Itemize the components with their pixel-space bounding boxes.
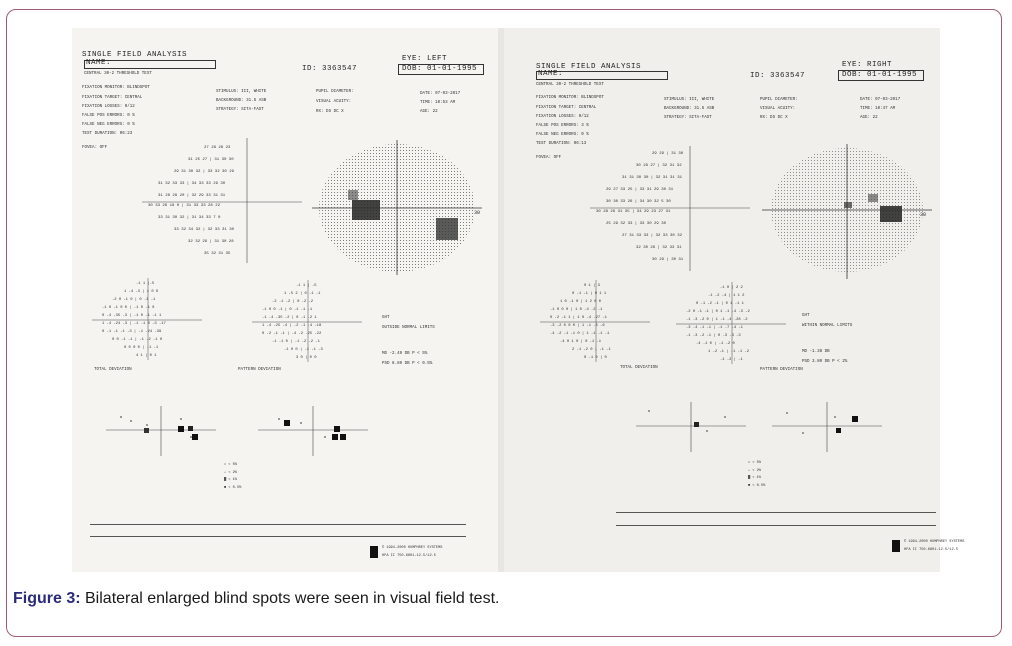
test-duration: TEST DURATION: 06:23 bbox=[82, 132, 133, 136]
stimulus: STIMULUS: III, WHITE bbox=[664, 98, 715, 102]
false-neg: FALSE NEG ERRORS: 0 % bbox=[536, 133, 589, 137]
svg-text:30 29 27 | 32 31 32: 30 29 27 | 32 31 32 bbox=[636, 164, 682, 168]
fovea: FOVEA: OFF bbox=[82, 146, 108, 150]
eye-label: EYE: LEFT bbox=[402, 55, 448, 63]
pattern-deviation-label: PATTERN DEVIATION bbox=[238, 368, 281, 372]
svg-text:1 -4 -25 -4 | -2 -1 -4 -: 1 -4 -25 -4 | -2 -1 -4 -18 bbox=[262, 324, 322, 328]
test-name: CENTRAL 30-2 THRESHOLD TEST bbox=[536, 83, 604, 87]
svg-text:0 -1 -2 -1 | 0 1 -1 1: 0 -1 -2 -1 | 0 1 -1 1 bbox=[696, 302, 744, 306]
svg-text:-1 -3 -2 0 | 1 -1 -4 -28: -1 -3 -2 0 | 1 -1 -4 -28 -2 bbox=[686, 318, 748, 322]
legend-item: ▓ < 1% bbox=[224, 478, 237, 483]
svg-text:31 28 29 20 | 32 29 33 3: 31 28 29 20 | 32 29 33 31 31 bbox=[158, 194, 226, 198]
svg-text:31 32 33 33 | 34 33 33 2: 31 32 33 33 | 34 33 33 29 30 bbox=[158, 182, 226, 186]
humphrey-logo bbox=[892, 540, 900, 552]
fixation-target: FIXATION TARGET: CENTRAL bbox=[82, 96, 143, 100]
svg-text:-3 -4 -1 -1 | -1 -7 -4 -: -3 -4 -1 -1 | -1 -7 -4 -1 bbox=[686, 326, 743, 330]
svg-text:-1 1 |-5: -1 1 |-5 bbox=[136, 282, 155, 286]
legend-item: ■ < 0.5% bbox=[224, 485, 242, 490]
pupil-diameter: PUPIL DIAMETER: bbox=[316, 90, 354, 94]
probability-legend bbox=[224, 464, 241, 490]
left-eye-report bbox=[72, 28, 498, 572]
stimulus: STIMULUS: III, WHITE bbox=[216, 90, 267, 94]
svg-text:31 25 27 | 31 30 30: 31 25 27 | 31 30 30 bbox=[188, 158, 234, 162]
threshold-values-grid bbox=[590, 146, 750, 286]
svg-text:1 -4 -3 | 1 0 0: 1 -4 -3 | 1 0 0 bbox=[124, 290, 159, 294]
svg-text:-1 -3 -2 -1 | 0 -3 -3 -3: -1 -3 -2 -1 | 0 -3 -3 -3 bbox=[686, 334, 741, 338]
false-neg: FALSE NEG ERRORS: 0 % bbox=[82, 123, 135, 127]
signature-line bbox=[616, 525, 936, 526]
legend-item: ■ < 0.5% bbox=[748, 483, 766, 488]
svg-text:3 0 | 0 0: 3 0 | 0 0 bbox=[296, 356, 317, 360]
rx: RX: DS DC X bbox=[760, 116, 788, 120]
pattern-deviation-probability-plot bbox=[772, 402, 882, 452]
footer-copyright: © 1994-2000 HUMPHREY SYSTEMS bbox=[904, 540, 965, 544]
time: TIME: 10:53 AM bbox=[420, 101, 456, 105]
footer-model: HFA II 750-6801-12.5/12.5 bbox=[382, 554, 436, 558]
svg-text:0 -1 -1 | 0 1 1: 0 -1 -1 | 0 1 1 bbox=[572, 292, 607, 296]
svg-text:0 -2 -1 1 | 1 0 -4 -27: 0 -2 -1 1 | 1 0 -4 -27 -1 bbox=[550, 316, 607, 320]
ght-label: GHT bbox=[802, 314, 810, 318]
figure-caption bbox=[13, 590, 499, 608]
report-title: SINGLE FIELD ANALYSIS bbox=[536, 63, 642, 71]
fixation-monitor: FIXATION MONITOR: BLINDSPOT bbox=[536, 96, 604, 100]
total-deviation-label: TOTAL DEVIATION bbox=[620, 366, 658, 370]
ght-value: WITHIN NORMAL LIMITS bbox=[802, 324, 853, 328]
caption-text: Bilateral enlarged blind spots were seen in visual field test. bbox=[80, 590, 500, 607]
svg-text:0 0 -1 -1 | -1 -2 -1 0: 0 0 -1 -1 | -1 -2 -1 0 bbox=[112, 338, 163, 342]
svg-text:1 -2 -1 | -1 -1 -2: 1 -2 -1 | -1 -1 -2 bbox=[708, 350, 750, 354]
svg-text:0 -2 -1 -1 | -4 -2 -25 -: 0 -2 -1 -1 | -4 -2 -25 -22 bbox=[262, 332, 322, 336]
fixation-losses: FIXATION LOSSES: 0/12 bbox=[536, 115, 589, 119]
svg-text:27 31 33 33 | 32 33 30 3: 27 31 33 33 | 32 33 30 32 bbox=[622, 234, 683, 238]
svg-text:32 30 29 | 32 33 31: 32 30 29 | 32 33 31 bbox=[636, 246, 682, 250]
eye-label: EYE: RIGHT bbox=[842, 61, 893, 69]
svg-text:29 31 30 32 | 33 32 30 2: 29 31 30 32 | 33 32 30 29 bbox=[174, 170, 235, 174]
md-value: MD -2.49 DB P < 5% bbox=[382, 352, 428, 356]
svg-text:-4 -1 0 | -1 -2 0: -4 -1 0 | -1 -2 0 bbox=[696, 342, 735, 346]
svg-text:0 -1 -1 -1 -3 | -1 -24 -: 0 -1 -1 -1 -3 | -1 -24 -39 bbox=[102, 330, 162, 334]
caption-label: Figure 3: bbox=[13, 590, 81, 607]
fixation-monitor: FIXATION MONITOR: BLINDSPOT bbox=[82, 86, 150, 90]
total-deviation-probability-plot bbox=[636, 402, 746, 452]
patient-id: ID: 3363547 bbox=[750, 72, 806, 80]
legend-item: ∷ < 5% bbox=[224, 463, 237, 467]
dob: DOB: 01-01-1995 bbox=[842, 71, 918, 79]
svg-text:-3 -2 0 0 0 | 1 -1 -5 -: -3 -2 0 0 0 | 1 -1 -5 -6 bbox=[550, 324, 605, 328]
svg-text:30 30 33 26 | 34 30 32 5: 30 30 33 26 | 34 30 32 5 30 bbox=[606, 200, 671, 204]
false-pos: FALSE POS ERRORS: 3 % bbox=[536, 124, 589, 128]
fovea: FOVEA: OFF bbox=[536, 156, 562, 160]
svg-text:30 28 29 31 35 | 34 29 2: 30 28 29 31 35 | 34 29 23 27 31 bbox=[596, 210, 671, 214]
age: AGE: 22 bbox=[860, 116, 878, 120]
total-deviation-values bbox=[92, 278, 202, 378]
svg-text:1 -4 -24 -3 | -1 -1 0 -3: 1 -4 -24 -3 | -1 -1 0 -3 -17 bbox=[102, 322, 166, 326]
svg-text:0 1 | 3: 0 1 | 3 bbox=[584, 284, 600, 288]
svg-text:25 29 32 33 | 33 30 29 3: 25 29 32 33 | 33 30 29 30 bbox=[606, 222, 667, 226]
svg-text:-2 0 -1 0 | 0 -3 -1: -2 0 -1 0 | 0 -3 -1 bbox=[112, 298, 156, 302]
axis-label-30: 30 bbox=[474, 210, 481, 216]
svg-text:1 0 -1 0 | 1 2 0 0: 1 0 -1 0 | 1 2 0 0 bbox=[560, 300, 602, 304]
rx: RX: DS DC X bbox=[316, 110, 344, 114]
svg-text:32 32 29 | 31 30 28: 32 32 29 | 31 30 28 bbox=[188, 240, 234, 244]
svg-text:0 -4 -35 -3 | -1 0 -1 -1: 0 -4 -35 -3 | -1 0 -1 -1 1 bbox=[102, 314, 162, 318]
date: DATE: 07-03-2017 bbox=[420, 92, 461, 96]
svg-text:1 -5 2 | 0 -1 -1: 1 -5 2 | 0 -1 -1 bbox=[284, 292, 321, 296]
dob: DOB: 01-01-1995 bbox=[402, 65, 478, 73]
age: AGE: 22 bbox=[420, 110, 438, 114]
background: BACKGROUND: 31.5 ASB bbox=[216, 99, 267, 103]
signature-line bbox=[90, 536, 466, 537]
total-deviation-probability-plot bbox=[106, 406, 216, 456]
pupil-diameter: PUPIL DIAMETER: bbox=[760, 98, 798, 102]
svg-text:30 33 26 18 0 | 31 33 3: 30 33 26 18 0 | 31 33 33 28 22 bbox=[148, 204, 221, 208]
svg-text:-1 1 | -5: -1 1 | -5 bbox=[296, 284, 317, 288]
svg-text:2 -1 -2 0 | -1 -1: 2 -1 -2 0 | -1 -1 bbox=[572, 348, 611, 352]
pattern-deviation-label: PATTERN DEVIATION bbox=[760, 368, 803, 372]
pattern-deviation-values bbox=[252, 280, 362, 380]
svg-text:33 31 30 32 | 31 34 33: 33 31 30 32 | 31 34 33 7 0 bbox=[158, 216, 221, 220]
md-value: MD -1.38 DB bbox=[802, 350, 830, 354]
time: TIME: 10:47 AM bbox=[860, 107, 896, 111]
legend-item: ∷ < 5% bbox=[748, 461, 761, 465]
svg-text:29 27 33 25 | 33 31 29 3: 29 27 33 25 | 33 31 29 30 31 bbox=[606, 188, 674, 192]
patient-id: ID: 3363547 bbox=[302, 65, 358, 73]
test-duration: TEST DURATION: 06:13 bbox=[536, 142, 587, 146]
signature-line bbox=[616, 512, 936, 513]
visual-acuity: VISUAL ACUITY: bbox=[316, 100, 352, 104]
false-pos: FALSE POS ERRORS: 0 % bbox=[82, 114, 135, 118]
svg-text:-1 0 0 | -1 -1 -3: -1 0 0 | -1 -1 -3 bbox=[284, 348, 323, 352]
svg-text:-1 -4 -35 -2 | 0 -1 -2 1: -1 -4 -35 -2 | 0 -1 -2 1 bbox=[262, 316, 317, 320]
grayscale-plot bbox=[762, 144, 932, 279]
svg-text:-4 -2 -1 -1 0 | 1 -1 -1: -4 -2 -1 -1 0 | 1 -1 -1 -1 bbox=[550, 332, 610, 336]
grayscale-plot bbox=[312, 140, 482, 275]
svg-text:29 29 | 31 30: 29 29 | 31 30 bbox=[652, 152, 684, 156]
right-eye-report bbox=[504, 28, 965, 572]
svg-text:0 -1 0 | 0: 0 -1 0 | 0 bbox=[584, 356, 607, 360]
date: DATE: 07-03-2017 bbox=[860, 98, 901, 102]
svg-text:-4 0 1 0 | 0 -1 -1: -4 0 1 0 | 0 -1 -1 bbox=[560, 340, 602, 344]
name-label: NAME: bbox=[538, 70, 564, 78]
legend-item: ∴ < 2% bbox=[224, 470, 237, 475]
svg-text:0 0 0 0 | -1 -1: 0 0 0 0 | -1 -1 bbox=[124, 346, 159, 350]
legend-item: ▓ < 1% bbox=[748, 476, 761, 481]
fixation-target: FIXATION TARGET: CENTRAL bbox=[536, 106, 597, 110]
total-deviation-label: TOTAL DEVIATION bbox=[94, 368, 132, 372]
svg-text:-1 -2 | -1: -1 -2 | -1 bbox=[720, 358, 743, 362]
visual-field-photo bbox=[72, 28, 965, 572]
psd-value: PSD 8.89 DB P < 0.5% bbox=[382, 362, 433, 366]
axis-label-30: 30 bbox=[920, 212, 927, 218]
ght-label: GHT bbox=[382, 316, 390, 320]
ght-value: OUTSIDE NORMAL LIMITS bbox=[382, 326, 435, 330]
psd-value: PSD 3.80 DB P < 2% bbox=[802, 360, 848, 364]
svg-text:-1 0 0 0 | 1 0 -4 -2 -1: -1 0 0 0 | 1 0 -4 -2 -1 bbox=[550, 308, 603, 312]
signature-line bbox=[90, 524, 466, 525]
total-deviation-values bbox=[540, 280, 650, 380]
name-label: NAME: bbox=[86, 59, 112, 67]
svg-text:33 32 34 32 | 32 33 31 3: 33 32 34 32 | 32 33 31 30 bbox=[174, 228, 235, 232]
pattern-deviation-values bbox=[676, 282, 786, 382]
svg-text:30 29 | 30 31: 30 29 | 30 31 bbox=[652, 258, 684, 262]
fixation-losses: FIXATION LOSSES: 0/12 bbox=[82, 105, 135, 109]
svg-text:-1 -1 0 | -1 -2 -2 -1: -1 -1 0 | -1 -2 -2 -1 bbox=[272, 340, 320, 344]
svg-text:-1 -2 -4 | 1 1 2: -1 -2 -4 | 1 1 2 bbox=[708, 294, 745, 298]
svg-text:-2 -1 -2 | 0 -2 -2: -2 -1 -2 | 0 -2 -2 bbox=[272, 300, 314, 304]
footer-copyright: © 1994-2000 HUMPHREY SYSTEMS bbox=[382, 546, 443, 550]
strategy: STRATEGY: SITA-FAST bbox=[216, 108, 264, 112]
svg-text:31 31 30 30 | 32 31 31 3: 31 31 30 30 | 32 31 31 31 bbox=[622, 176, 683, 180]
svg-text:-2 0 -1 -1 | 0 1 -1 -4: -2 0 -1 -1 | 0 1 -1 -4 -3 -2 bbox=[686, 310, 750, 314]
svg-text:35 32 31 35: 35 32 31 35 bbox=[204, 252, 231, 256]
background: BACKGROUND: 31.5 ASB bbox=[664, 107, 715, 111]
humphrey-logo bbox=[370, 546, 378, 558]
report-title: SINGLE FIELD ANALYSIS bbox=[82, 51, 188, 59]
svg-text:-1 0 -1 0 0 | -1 0 -1 0: -1 0 -1 0 0 | -1 0 -1 0 bbox=[102, 306, 155, 310]
footer-model: HFA II 750-6801-12.5/12.5 bbox=[904, 548, 958, 552]
pattern-deviation-probability-plot bbox=[258, 406, 368, 456]
threshold-values-grid bbox=[142, 138, 302, 278]
strategy: STRATEGY: SITA-FAST bbox=[664, 116, 712, 120]
svg-text:-1 0 | 2 2: -1 0 | 2 2 bbox=[720, 286, 743, 290]
svg-text:27 28 28 23: 27 28 28 23 bbox=[204, 146, 231, 150]
svg-text:4 1 | 0 1: 4 1 | 0 1 bbox=[136, 354, 157, 358]
visual-acuity: VISUAL ACUITY: bbox=[760, 107, 796, 111]
svg-text:-1 0 0 -1 | 0 -1 -1 -1: -1 0 0 -1 | 0 -1 -1 -1 bbox=[262, 308, 313, 312]
test-name: CENTRAL 30-2 THRESHOLD TEST bbox=[84, 72, 152, 76]
legend-item: ∴ < 2% bbox=[748, 468, 761, 473]
probability-legend bbox=[748, 462, 765, 488]
